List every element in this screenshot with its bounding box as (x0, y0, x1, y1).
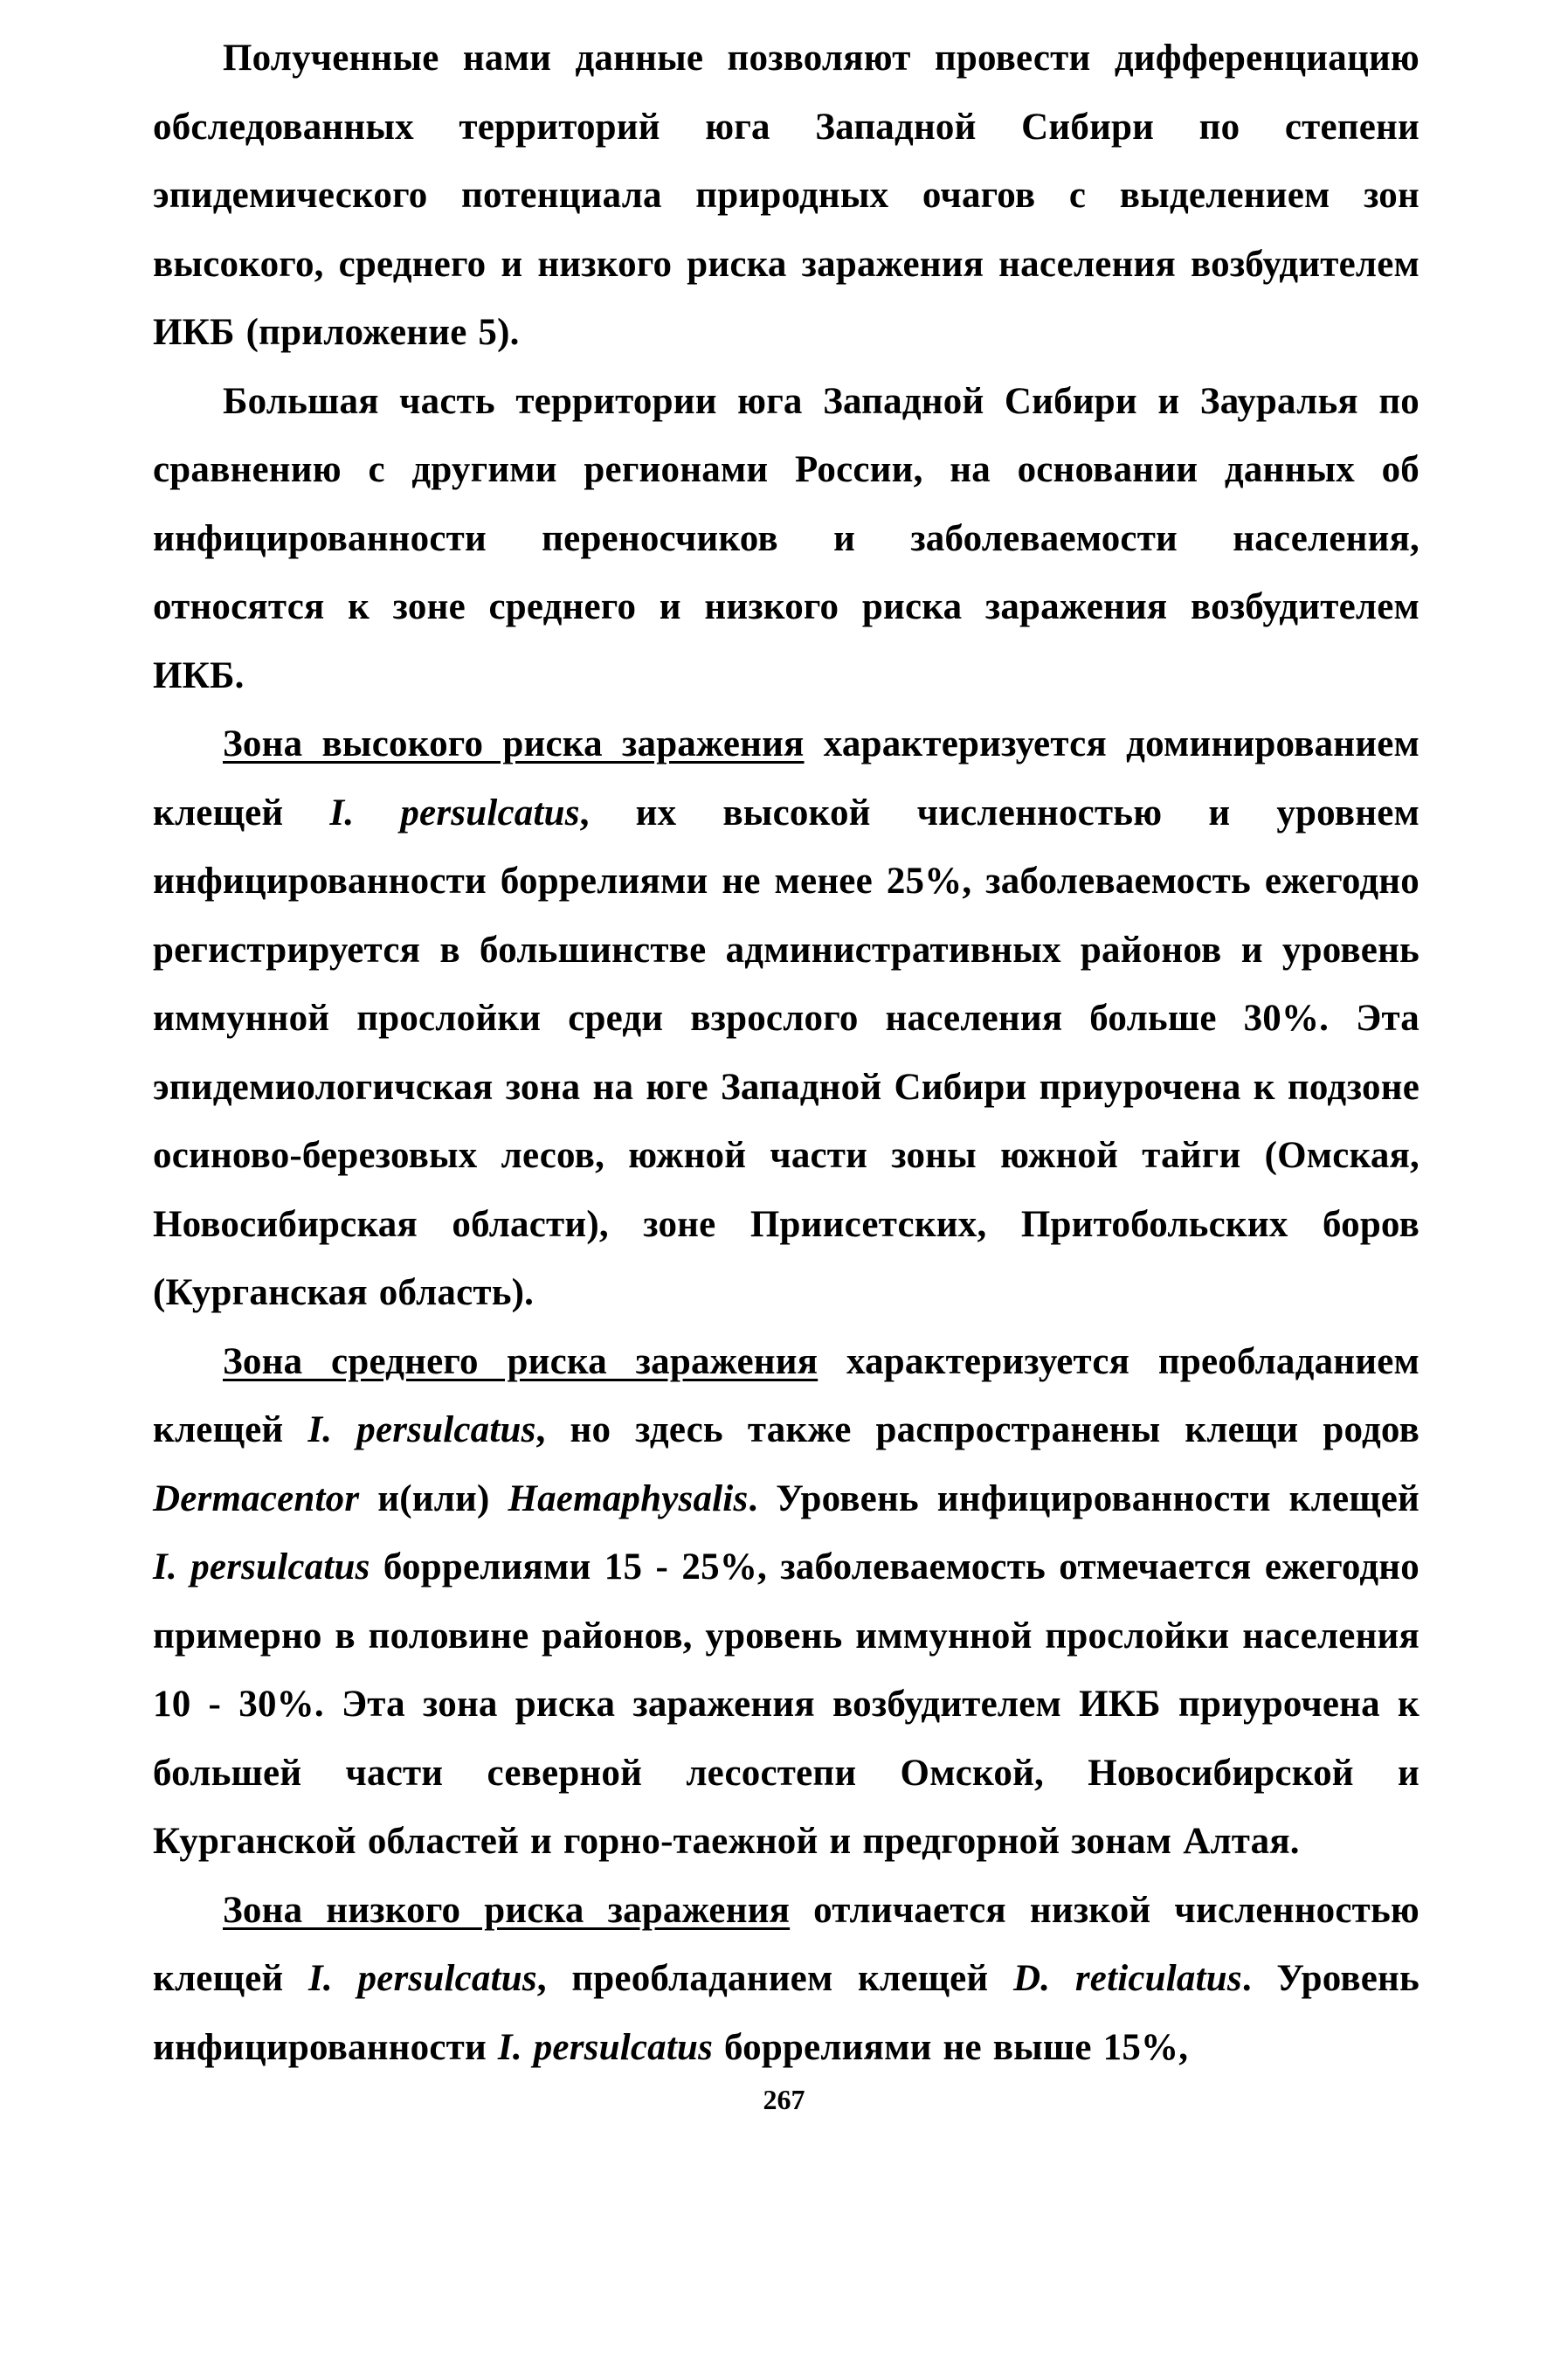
species-name: I. persulcatus (153, 1546, 370, 1588)
paragraph-medium-risk-zone (153, 1328, 1419, 1877)
high-risk-text-1: характеризуется доминированием клещей (153, 723, 1419, 834)
genus-name: Dermacentor (153, 1477, 360, 1519)
low-risk-zone-heading: Зона низкого риска заражения (223, 1889, 791, 1931)
species-name: D. reticulatus (1013, 1958, 1242, 1999)
species-name: I. persulcatus (497, 2026, 714, 2068)
paragraph-low-risk-zone (153, 1877, 1419, 2083)
medium-risk-zone-heading: Зона среднего риска заражения (223, 1340, 819, 1382)
high-risk-text-2: , их высокой численностью и уровнем инфицированности боррелиями не менее 25%, заболеваемость ежегодно регистрируется в большинстве административных районов и уровень иммунной прослойки среди взрослого населения больше 30%. Эта эпидемиологичская зона на юге Западной Сибири приурочена к подзоне осиново-березовых лесов, южной части зоны южной тайги (Омская, Новосибирская области), зоне Приисетских, Притобольских боров (Курганская область). (153, 792, 1419, 1313)
species-name: I. persulcatus (329, 792, 580, 834)
paragraph-overview (153, 368, 1419, 711)
low-risk-text-4: боррелиями не выше 15%, (713, 2026, 1189, 2068)
high-risk-zone-heading: Зона высокого риска заражения (223, 723, 805, 764)
low-risk-text-3: . Уровень инфицированности (153, 1958, 1419, 2068)
low-risk-text-2: , преобладанием клещей (536, 1958, 1014, 1999)
low-risk-text-1: отличается низкой численностью клещей (153, 1889, 1419, 1999)
species-name: I. persulcatus (307, 1958, 537, 1999)
genus-name: Haemaphysalis (508, 1477, 749, 1519)
medium-risk-text-1: характеризуется преобладанием клещей (153, 1340, 1419, 1450)
paragraph-overview-text: Большая часть территории юга Западной Сибири и Зауралья по сравнению с другими регионами России, на основании данных об инфицированности переносчиков и заболеваемости населения, относятся к зоне среднего и низкого риска заражения возбудителем ИКБ. (153, 380, 1419, 696)
medium-risk-text-2: , но здесь также распространены клещи родов (535, 1409, 1419, 1450)
medium-risk-text-4: . Уровень инфицированности клещей (748, 1477, 1419, 1519)
paragraph-intro (153, 24, 1419, 368)
medium-risk-text-3: и(или) (359, 1477, 508, 1519)
page-number: 267 (763, 2084, 805, 2115)
body-text (153, 24, 1419, 2082)
paragraph-intro-text: Полученные нами данные позволяют провести дифференциацию обследованных территорий юга Западной Сибири по степени эпидемического потенциала природных очагов с выделением зон высокого, среднего и низкого риска заражения населения возбудителем ИКБ (приложение 5). (153, 38, 1419, 353)
paragraph-high-risk-zone (153, 710, 1419, 1328)
species-name: I. persulcatus (307, 1409, 536, 1450)
medium-risk-text-5: боррелиями 15 - 25%, заболеваемость отмечается ежегодно примерно в половине районов, уровень иммунной прослойки населения 10 - 30%. Эта зона риска заражения возбудителем ИКБ приурочена к большей части северной лесостепи Омской, Новосибирской и Курганской областей и горно-таежной и предгорной зонам Алтая. (153, 1546, 1419, 1862)
